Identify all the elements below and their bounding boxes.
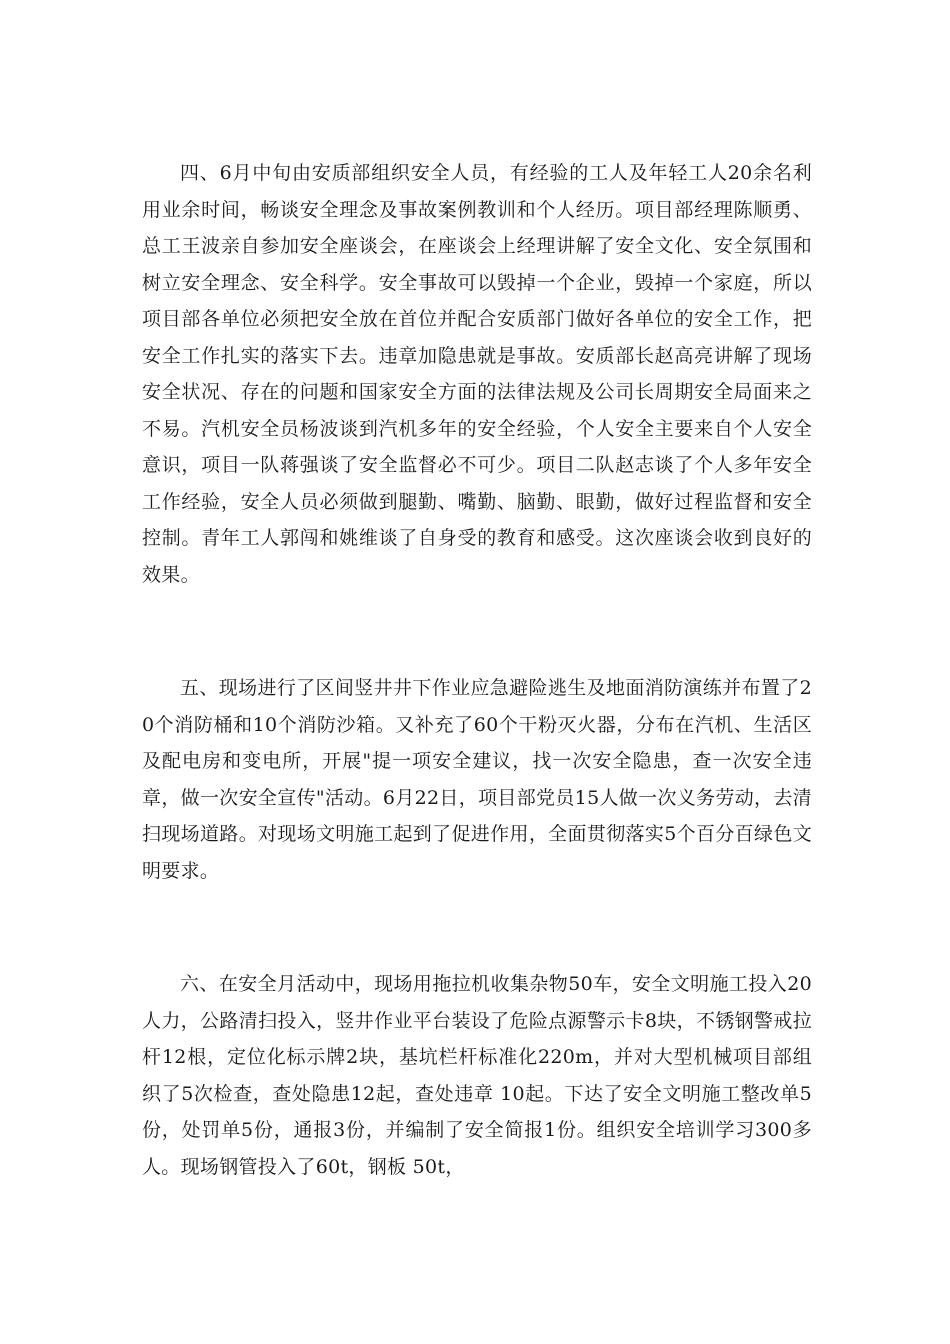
paragraph-6-safety-month-stats: 六、在安全月活动中，现场用拖拉机收集杂物50车，安全文明施工投入20人力，公路清扫投入，竖井作业平台装设了危险点源警示卡8块，不锈钢警戒拉杆12根，定位化标示牌2块，基坑栏杆标准化220m，并对大型机械项目部组织了5次检查，查处隐患12起，查处违章 10起。下达了安全文明施工整改单5份，处罚单5份，通报3份，并编制了安全简报1份。组织安全培训学习300多人。现场钢管投入了60t，钢板 50t， [142,973,812,1178]
paragraph-5-fire-drill: 五、现场进行了区间竖井井下作业应急避险逃生及地面消防演练并布置了20个消防桶和10个消防沙箱。又补充了60个干粉灭火器，分布在汽机、生活区及配电房和变电所，开展"提一项安全建议，找一次安全隐患，查一次安全违章，做一次安全宣传"活动。6月22日，项目部党员15人做一次义务劳动，去清扫现场道路。对现场文明施工起到了促进作用，全面贯彻落实5个百分百绿色文明要求。 [142,677,812,882]
paragraph-4-safety-forum: 四、6月中旬由安质部组织安全人员，有经验的工人及年轻工人20余名利用业余时间，畅谈安全理念及事故案例教训和个人经历。项目部经理陈顺勇、总工王波亲自参加安全座谈会，在座谈会上经理讲解了安全文化、安全氛围和树立安全理念、安全科学。安全事故可以毁掉一个企业，毁掉一个家庭，所以项目部各单位必须把安全放在首位并配合安质部门做好各单位的安全工作，把安全工作扎实的落实下去。违章加隐患就是事故。安质部长赵高亮讲解了现场安全状况、存在的问题和国家安全方面的法律法规及公司长周期安全局面来之不易。汽机安全员杨波谈到汽机多年的安全经验，个人安全主要来自个人安全意识，项目一队蒋强谈了安全监督必不可少。项目二队赵志谈了个人多年安全工作经验，安全人员必须做到腿勤、嘴勤、脑勤、眼勤，做好过程监督和安全控制。青年工人郭闯和姚维谈了自身受的教育和感受。这次座谈会收到良好的效果。 [142,162,812,586]
